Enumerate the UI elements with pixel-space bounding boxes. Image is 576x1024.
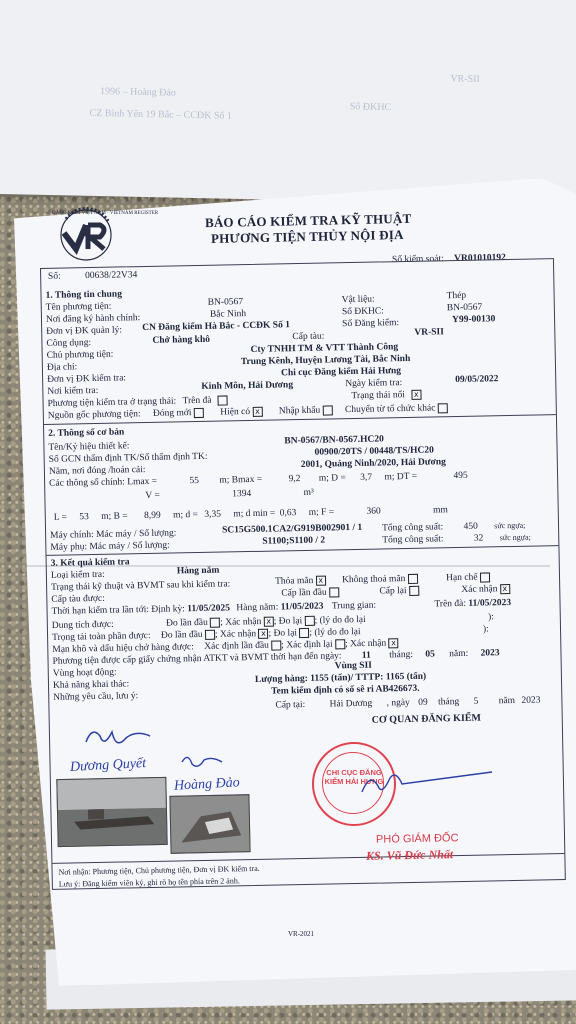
control-number-label: Số kiểm soát: [391,254,444,266]
note-value: Tem kiểm định có số sê ri AB426673. [271,683,420,697]
bg-text-4: VR-SII [450,73,480,85]
fb-confirm-checkbox[interactable]: x [389,638,399,648]
year-value: 2023 [521,695,541,706]
volume-row [145,488,314,502]
v-unit: m³ [303,487,314,498]
day-label: , ngày [386,697,410,709]
fb-first-label: Xác định lần đầu [204,640,269,653]
address-value: Trung Kênh, Huyện Lương Tài, Bắc Ninh [240,353,411,368]
aux-power [382,532,531,547]
logo-text: ĐĂNG KIỂM VIỆT NAM · VIETNAM REGISTER [52,211,159,216]
type-label: Loại kiểm tra: [50,569,105,581]
signature-1-name: Dương Quyết [69,756,147,775]
usage-label: Công dụng: [46,338,92,349]
capacity-row: Dung tích được: Đo lần đầu ; Xác nhận x ; Đo lại ; (lý do đo lại ): [51,612,495,632]
capacity-confirm-checkbox[interactable]: x [264,617,274,627]
owner-value: Cty TNHH TM & VTT Thành Công [250,342,399,355]
load-row: Trọng tải toàn phần được: Đo lần đầu ; Xác nhận x ; Đo lại ; (lý do đo lại ): [52,624,489,644]
cert-month: 05 [425,649,435,660]
b-label: m; B = [101,511,128,522]
f-label: m; F = [308,507,335,518]
zone-value: Vùng SII [334,660,373,672]
month-label: tháng [437,697,460,708]
gcn-label: Số GCN thẩm định TK/Số thẩm định TK: [48,451,208,465]
inspect-unit-label: Đơn vị ĐK kiểm tra: [47,373,127,385]
dims-label: Các thông số chính: Lmax = [49,476,158,489]
origin-label: Nguồn gốc phương tiện: [47,409,141,422]
document-number-value: 00638/22V34 [84,270,138,282]
section1-heading: 1. Thông tin chung [45,289,123,301]
origin-transfer-label: Chuyển từ tổ chức khác [344,403,436,416]
form-code: VR-2021 [288,930,315,938]
vessel-photo-2 [169,794,250,854]
dkhc-value: BN-0567 [446,302,483,314]
inspect-unit-value: Chi cục Đăng kiểm Hải Hưng [280,366,402,379]
status-notok-label: Không thoả mãn [341,574,406,586]
recipients: Nơi nhận: Phương tiện, Chủ phương tiện, Đơn vị ĐK kiểm tra. [58,863,260,877]
status-limited-label: Hạn chế [446,572,478,584]
deputy-name: KS. Vũ Đức Nhất [365,847,454,863]
inspect-date-value: 09/05/2022 [455,374,499,386]
cert-year: 2023 [480,648,500,659]
fb-again-checkbox[interactable] [335,639,345,649]
issued-confirm-label: Xác nhận [461,584,498,596]
load-close: ): [482,624,489,635]
design-label: Tên/Ký hiệu thiết kế: [48,441,130,453]
divider [52,853,564,864]
material-label: Vật liệu: [341,294,375,306]
origin-transfer-checkbox[interactable] [438,403,448,413]
class-label: Cấp tàu: [292,331,325,343]
dt-label: m; DT = [384,471,418,483]
origin-import-checkbox[interactable] [322,405,332,415]
deputy-title: PHÓ GIÁM ĐỐC [375,832,459,846]
b-value: 8,99 [143,510,161,522]
year-label: năm [498,695,516,707]
load-confirm-label: Xác nhận [219,629,257,640]
load-measured-label: Đo lần đầu [160,630,203,641]
origin-existing-label: Hiện có [220,407,251,418]
f-value: 360 [366,506,381,517]
capacity-measured-checkbox[interactable] [210,618,220,628]
status-ok-checkbox[interactable]: x [316,576,326,586]
signature-1-scribble [80,722,160,756]
fb-first-checkbox[interactable] [271,640,281,650]
usage-value: Chở hàng khô [152,334,211,346]
d-label: m; D = [318,473,346,484]
bg-text-3: Số ĐKHC [349,101,392,114]
dock-label: Trên đà: [434,598,467,610]
capacity-reason: (lý do đo lại [319,614,366,626]
build-value: 2001, Quảng Ninh/2020, Hải Dương [300,457,446,471]
ability-value: Lượng hàng: 1155 (tấn)/ TTTP: 1165 (tấn) [254,671,427,685]
dmin-value: 0,63 [279,508,297,519]
cert-month-label: tháng: [389,649,414,661]
day-value: 09 [418,697,428,708]
freeboard-label: Mạn khô và dấu hiệu chở hàng được: [52,642,194,656]
issued-first-label: Cấp lần đầu [281,587,327,599]
bmax-value: 9,2 [288,474,301,485]
main-power-label: Tổng công suất: [381,522,444,534]
l-label: L = [53,512,68,523]
l-value: 53 [79,512,89,523]
inspect-place-label: Nơi kiểm tra: [47,385,99,397]
issued-again-label: Cấp lại [379,586,407,597]
periodic-label: Thời hạn kiểm tra lần tới: Định kỳ: [51,604,185,617]
build-label: Năm, nơi đóng /hoán cải: [48,465,146,477]
zone-label: Vùng hoạt động: [52,667,117,679]
dock-value: 11/05/2023 [468,598,512,609]
vessel-photo-1 [56,777,167,847]
inspect-place-value: Kinh Môn, Hải Dương [201,380,294,392]
state-floating-checkbox[interactable]: x [411,390,421,400]
status-ok-label: Thỏa mãn [274,575,314,587]
f-unit: mm [433,505,449,516]
load-remeasure-label: Đo lại [273,628,298,639]
load-label: Trọng tải toàn phần được: [52,631,151,644]
mid-label: Trung gian: [331,600,377,612]
bg-text-2: CZ Bình Yên 19 Bắc – CCĐK Số 1 [89,107,233,122]
gcn-value: 00900/20TS / 00448/TS/HC20 [314,445,434,458]
periodic-value: 11/05/2025 [187,603,231,615]
address-label: Địa chỉ: [46,362,78,373]
place-label: Cấp tại: [275,699,306,711]
v-value: 1394 [232,488,252,500]
vessel-name: BN-0567 [207,297,244,308]
admin-reg-value: Bắc Ninh [209,309,247,320]
type-value: Hàng năm [176,565,220,577]
report-subtitle: PHƯƠNG TIỆN THỦY NỘI ĐỊA [210,226,404,247]
capacity-close: ): [488,612,495,623]
state-afloat-checkbox[interactable] [218,395,228,405]
lmax-value: 55 [189,475,200,487]
class-value: VR-SII [414,327,444,338]
capacity-confirm-label: Xác nhận [225,617,262,628]
dt-value: 495 [453,470,468,482]
aux-power-value: 32 [473,533,484,544]
annual-label: Hàng năm: [236,602,279,614]
design-value: BN-0567/BN-0567.HC20 [284,434,384,447]
origin-new-label: Đóng mới [152,408,192,420]
main-power-value: 450 [463,521,478,532]
status-limited-checkbox[interactable] [480,572,490,582]
load-reason: (lý do đo lại [314,627,361,638]
owner-label: Chủ phương tiện: [46,349,114,361]
section3-heading: 3. Kết quả kiểm tra [50,557,130,569]
agency-title: CƠ QUAN ĐĂNG KIỂM [371,712,481,726]
aux-engine-value: S1100;S1100 / 2 [262,535,326,547]
admin-reg-label: Nơi đăng ký hành chính: [45,313,141,325]
origin-existing-checkbox[interactable]: x [252,407,262,417]
annual-value: 11/05/2023 [280,601,324,613]
section2-heading: 2. Thông số cơ bản [48,427,125,439]
dimensions-row-2 [54,505,448,524]
power-unit: sức ngựa; [494,520,526,531]
main-engine-label: Máy chính: Mác máy / Số lượng: [50,528,177,541]
footer-note: Lưu ý: Đăng kiểm viên ký, ghi rõ họ tên phía trên 2 ảnh. [58,876,240,889]
load-confirm-checkbox[interactable]: x [258,629,268,639]
bg-text-1: 1996 – Hoàng Đảo [99,86,176,99]
origin-import-label: Nhập khẩu [278,405,321,417]
dkhc-label: Số ĐKHC: [341,306,384,318]
aux-power-unit: sức ngựa; [499,532,531,543]
state-label: Phương tiện kiểm tra ở trạng thái: [47,396,177,410]
place-value: Hải Dương [329,698,373,710]
fb-again-label: Xác định lại [286,639,333,651]
reg-no-label: Số Đăng kiểm: [342,318,400,330]
main-engine-value: SC15G500.1CA2/G919B002901 / 1 [221,522,363,536]
issued-first-checkbox[interactable] [329,587,339,597]
mgmt-unit-value: CN Đăng kiểm Hà Bắc - CCĐK Số 1 [142,320,291,334]
freeboard-row: Mạn khô và dấu hiệu chở hàng được: Xác định lần đầu ; Xác định lại ; Xác nhận x [52,638,398,656]
capacity-remeasure-checkbox[interactable] [304,616,314,626]
cert-label: Phương tiện được cấp giấy chứng nhận ATKT và BVMT thời hạn đến ngày: [52,651,342,667]
ability-label: Khả năng khai thác: [52,679,130,691]
dd-label: m; d = [172,510,199,521]
capacity-label: Dung tích được: [51,619,114,632]
cert-day: 11 [361,650,371,661]
row-vessel-name [46,302,112,314]
fb-confirm-label: Xác nhận [349,638,387,650]
inspect-date-label: Ngày kiểm tra: [345,378,403,390]
signature-2-scribble [178,752,228,772]
status-label: Trạng thái kỹ thuật và BVMT sau khi kiểm tra: [51,579,231,593]
state-afloat-label: Trên đà [182,395,212,407]
dd-value: 3,35 [204,509,222,520]
stamp-text: CHI CỤC ĐĂNG KIỂM HẢI HƯNG [324,768,384,786]
aux-engine-label: Máy phụ: Mác máy / Số lượng: [50,540,170,553]
document-number-label: Số: [47,271,61,282]
mgmt-unit-label: Đơn vị ĐK quản lý: [46,325,123,337]
label: Tên phương tiện: [45,301,112,313]
month-value: 5 [473,696,479,707]
bmax-label: m; Bmax = [219,474,263,486]
d-value: 3,7 [360,472,373,483]
control-number-value: VR01010192 [454,252,506,264]
status-notok-checkbox[interactable] [408,574,418,584]
state-floating [351,390,421,403]
material-value: Thép [446,290,467,302]
capacity-measured-label: Đo lần đầu [166,618,208,629]
signature-2-name: Hoàng Đảo [173,775,241,794]
load-measured-checkbox[interactable] [205,630,215,640]
report-title: BÁO CÁO KIỂM TRA KỸ THUẬT [204,210,412,231]
issued-again-checkbox[interactable] [409,586,419,596]
issued-label: Cấp tàu được: [51,593,105,605]
issued-confirm-checkbox[interactable]: x [500,584,510,594]
state-floating-label: Trạng thái nổi [351,390,406,402]
issued-place-date [275,695,540,711]
cert-year-label: năm: [449,648,469,660]
reg-no-value: Y99-00130 [451,314,496,326]
aux-power-label: Tổng công suất: [382,534,444,546]
load-remeasure-checkbox[interactable] [299,628,309,638]
capacity-remeasure-label: Đo lại [278,616,303,627]
note-label: Những yêu cầu, lưu ý: [53,691,139,703]
v-label: V = [145,490,160,502]
dmin-label: m; d min = [233,508,276,520]
origin-new-checkbox[interactable] [194,408,204,418]
director-signature [356,766,496,800]
